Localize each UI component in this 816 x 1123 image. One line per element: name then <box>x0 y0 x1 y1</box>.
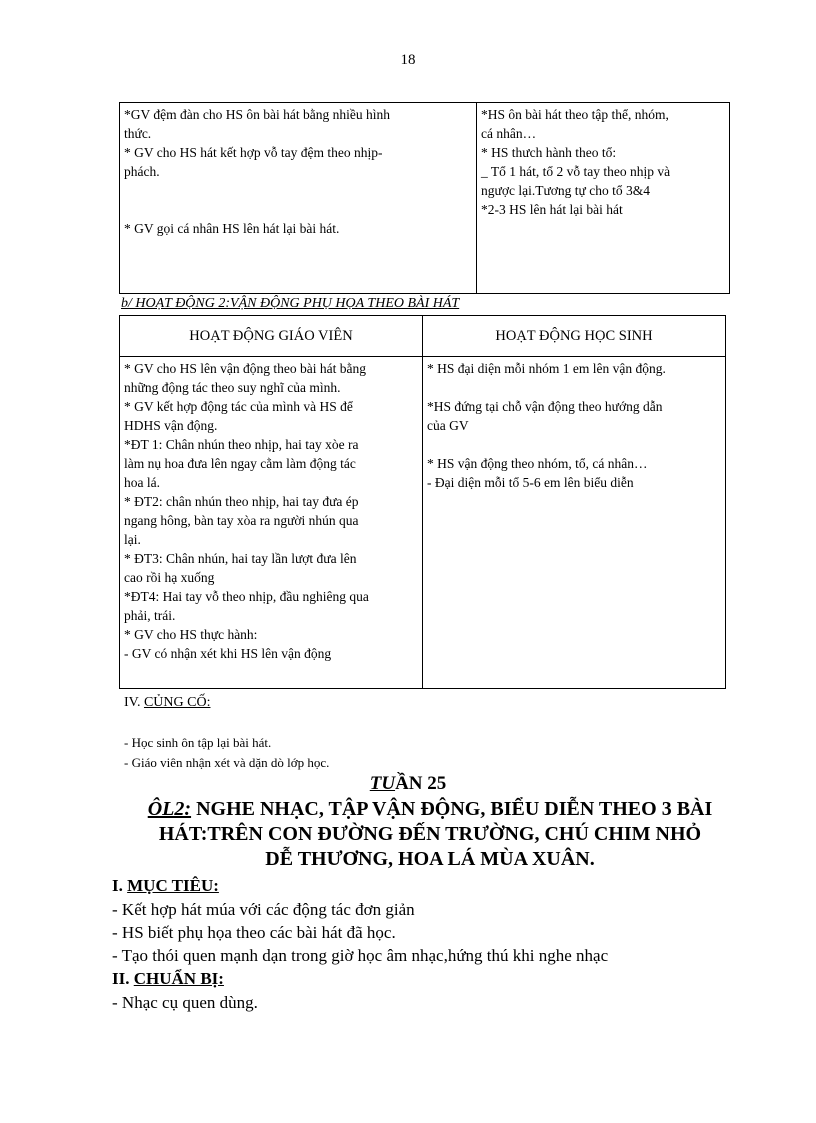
week-rest: ẦN 25 <box>395 773 447 794</box>
text-line: lại. <box>124 532 141 547</box>
text-line: *ĐT 1: Chân nhún theo nhịp, hai tay xòe ra <box>124 437 359 452</box>
page-number: 18 <box>400 52 416 68</box>
lesson-code: ÔL2: <box>147 798 192 820</box>
week-title <box>0 773 816 795</box>
lesson-line-1: NGHE NHẠC, TẬP VẬN ĐỘNG, BIỂU DIỄN THEO 3 BÀI <box>191 798 713 820</box>
section-iv-title: CỦNG CỐ: <box>143 695 211 710</box>
text-line: * GV cho HS thực hành: <box>124 627 258 642</box>
section-1-title: MỤC TIÊU: <box>127 876 219 895</box>
lesson-title <box>120 797 740 872</box>
text-line: ngang hông, bàn tay xòa ra người nhún qua <box>124 513 359 528</box>
text-line: phách. <box>124 164 160 179</box>
review-item: - Giáo viên nhận xét và dặn dò lớp học. <box>124 755 330 770</box>
lesson-line-2: HÁT:TRÊN CON ĐƯỜNG ĐẾN TRƯỜNG, CHÚ CHIM NHỎ <box>158 823 702 845</box>
text-line: *2-3 HS lên hát lại bài hát <box>481 202 623 217</box>
text-line: - GV có nhận xét khi HS lên vận động <box>124 646 332 661</box>
text-line: *ĐT4: Hai tay vỗ theo nhịp, đầu nghiêng qua <box>124 589 369 604</box>
teacher-activity-cell <box>120 103 477 294</box>
text-line: phải, trái. <box>124 608 176 623</box>
text-line: - Đại diện mỗi tổ 5-6 em lên biểu diễn <box>427 475 634 490</box>
section-b-heading: b/ HOẠT ĐỘNG 2:VẬN ĐỘNG PHỤ HỌA THEO BÀI HÁT <box>121 296 460 311</box>
objective-item: - Kết hợp hát múa với các động tác đơn giản <box>112 900 415 919</box>
lesson-line-3: DỄ THƯƠNG, HOA LÁ MÙA XUÂN. <box>265 848 595 870</box>
preparation-item: - Nhạc cụ quen dùng. <box>112 993 258 1012</box>
teacher-activity-cell <box>120 357 423 689</box>
text-line: cao rồi hạ xuống <box>124 570 215 585</box>
text-line: *HS đứng tại chỗ vận động theo hướng dẫn <box>427 399 663 414</box>
text-line: * HS đại diện mỗi nhóm 1 em lên vận động. <box>427 361 666 376</box>
section-1-heading <box>112 876 219 896</box>
header-student: HOẠT ĐỘNG HỌC SINH <box>423 316 726 357</box>
text-line: hoa lá. <box>124 475 160 490</box>
text-line: những động tác theo suy nghĩ của mình. <box>124 380 341 395</box>
section-2-heading <box>112 969 224 989</box>
objective-item: - HS biết phụ họa theo các bài hát đã học. <box>112 923 396 942</box>
text-line: ngược lại.Tương tự cho tổ 3&4 <box>481 183 650 198</box>
text-line: * GV cho HS lên vận động theo bài hát bằng <box>124 361 366 376</box>
text-line: HDHS vận động. <box>124 418 218 433</box>
activity-table-1 <box>119 102 730 294</box>
review-item: - Học sinh ôn tập lại bài hát. <box>124 735 272 750</box>
section-1-prefix: I. <box>112 876 128 895</box>
text-line: của GV <box>427 418 469 433</box>
objective-item: - Tạo thói quen mạnh dạn trong giờ học âm nhạc,hứng thú khi nghe nhạc <box>112 946 609 965</box>
text-line: làm nụ hoa đưa lên ngay cằm làm động tác <box>124 456 356 471</box>
text-line: *GV đệm đàn cho HS ôn bài hát bằng nhiều hình <box>124 107 390 122</box>
text-line: * GV gọi cá nhân HS lên hát lại bài hát. <box>124 221 340 236</box>
text-line: _ Tổ 1 hát, tổ 2 vỗ tay theo nhịp và <box>481 164 671 179</box>
text-line: *HS ôn bài hát theo tập thể, nhóm, <box>481 107 669 122</box>
activity-table-2 <box>119 315 726 689</box>
text-line: * GV cho HS hát kết hợp vỗ tay đệm theo nhịp- <box>124 145 383 160</box>
text-line: * ĐT2: chân nhún theo nhịp, hai tay đưa ép <box>124 494 359 509</box>
header-teacher: HOẠT ĐỘNG GIÁO VIÊN <box>120 316 423 357</box>
text-line: * HS vận động theo nhóm, tổ, cá nhân… <box>427 456 648 471</box>
section-iv-heading <box>124 695 210 711</box>
text-line: * ĐT3: Chân nhún, hai tay lần lượt đưa lên <box>124 551 357 566</box>
student-activity-cell <box>423 357 726 689</box>
section-iv-prefix: IV. <box>124 695 144 710</box>
text-line: * GV kết hợp động tác của mình và HS để <box>124 399 353 414</box>
text-line: thức. <box>124 126 152 141</box>
week-prefix: TU <box>369 773 396 794</box>
text-line: cá nhân… <box>481 126 537 141</box>
section-2-prefix: II. <box>112 969 134 988</box>
text-line: * HS thưch hành theo tổ: <box>481 145 617 160</box>
student-activity-cell <box>477 103 730 294</box>
section-2-title: CHUẨN BỊ: <box>133 969 224 988</box>
